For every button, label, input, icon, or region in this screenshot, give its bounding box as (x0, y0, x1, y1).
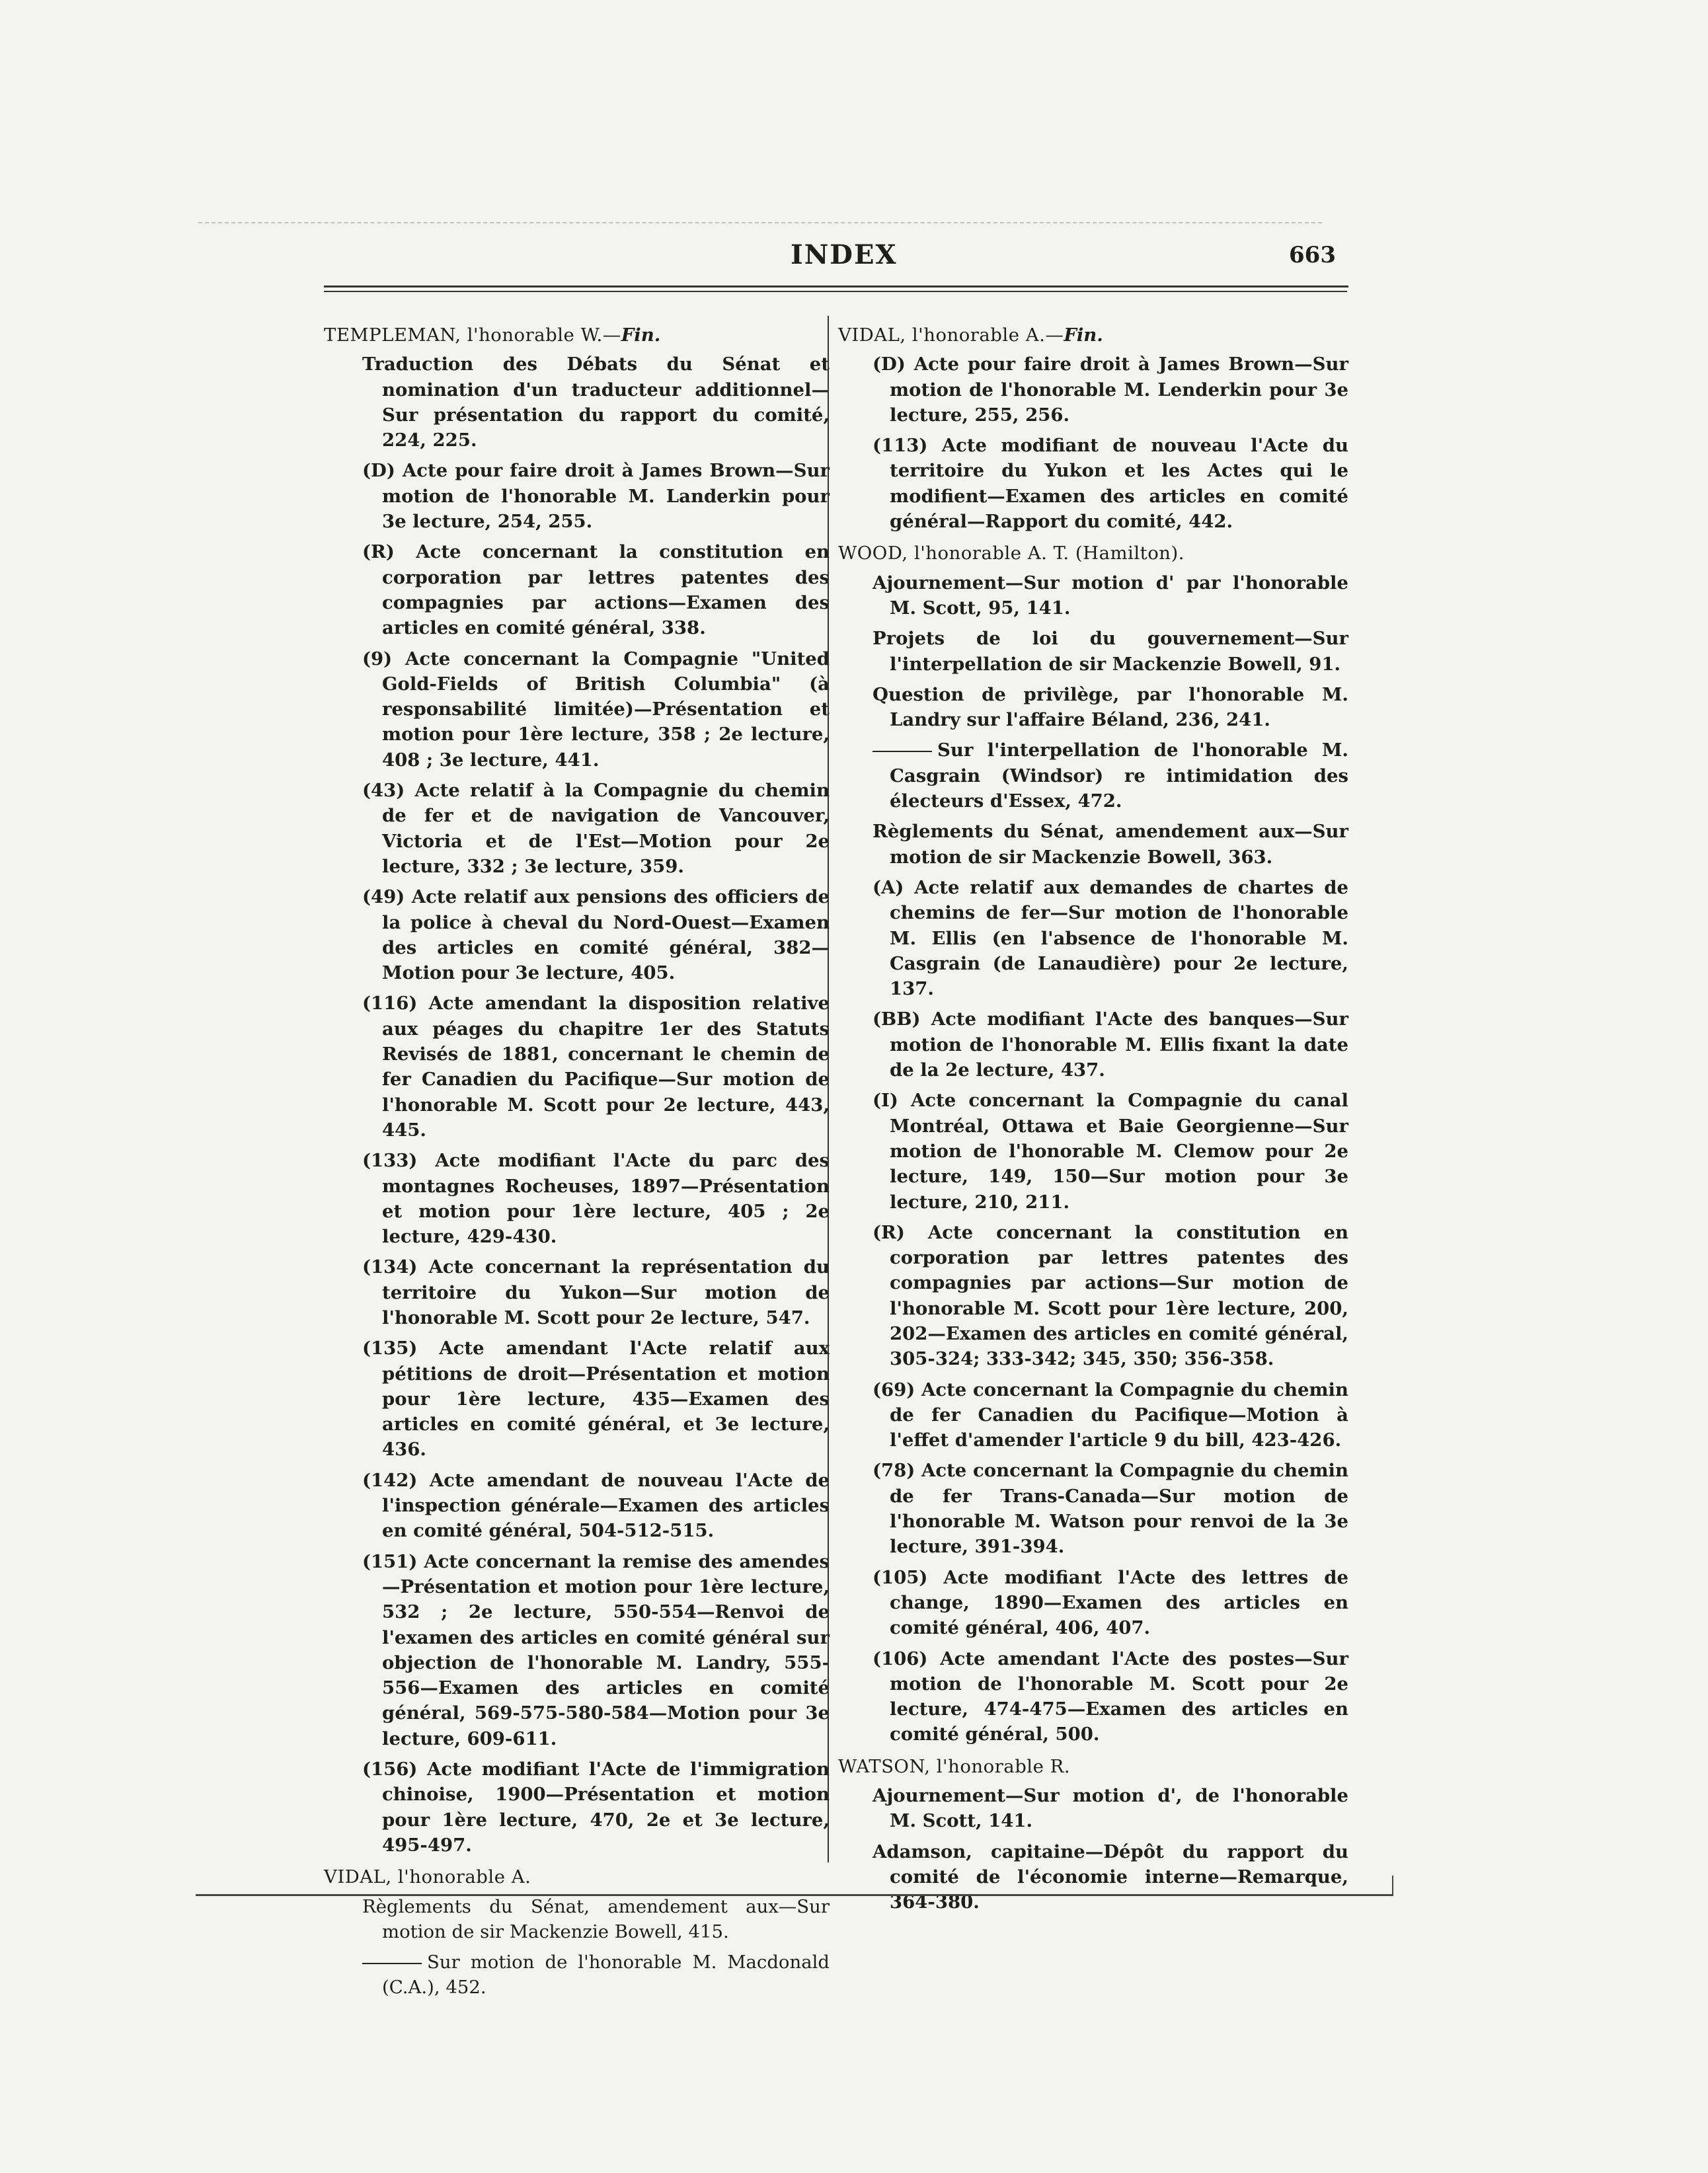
entry-item (324, 1549, 830, 1751)
entry-item-text: Sur l'interpellation de l'honorable M. Casgrain (Windsor) re intimidation des électeurs d'Essex, 472. (890, 740, 1348, 812)
header-double-rule (324, 286, 1348, 292)
entry-item-text: (69) Acte concernant la Compagnie du chemin de fer Canadien du Pacifique—Motion à l'effet d'amender l'article 9 du bill, 423-426. (873, 1379, 1348, 1451)
page-title: INDEX (791, 239, 898, 270)
entry-item (324, 1468, 830, 1544)
entry-item-text: (113) Acte modifiant de nouveau l'Acte du territoire du Yukon et les Actes qui le modifient—Examen des articles en comité général—Rapport du comité, 442. (873, 435, 1348, 533)
entry-item (838, 1007, 1348, 1083)
footer-rule-tick (1392, 1876, 1393, 1895)
entry-heading-name: WOOD, l'honorable A. T. (Hamilton). (838, 543, 1184, 564)
right-column (838, 316, 1348, 1922)
left-column (324, 316, 830, 2007)
entry-item (838, 570, 1348, 621)
entry-item (324, 1336, 830, 1462)
entry-item-text: (151) Acte concernant la remise des amendes—Présentation et motion pour 1ère lecture, 532 ; 2e lecture, 550-554—Renvoi de l'examen des articles en comité général sur objection de l'honorable M. Landry, 555-556—Examen des articles en comité général, 569-575-580-584—Motion pour 3e lecture, 609-611. (362, 1550, 830, 1749)
entry-item (324, 646, 830, 773)
entry-item-text: (49) Acte relatif aux pensions des officiers de la police à cheval du Nord-Ouest—Examen des articles en comité général, 382—Motion pour 3e lecture, 405. (362, 886, 830, 984)
entry-item-text: (105) Acte modifiant l'Acte des lettres de change, 1890—Examen des articles en comité général, 406, 407. (873, 1566, 1348, 1639)
entry-item-text: Sur motion de l'honorable M. Macdonald (C.A.), 452. (382, 1952, 830, 1999)
page-number: 663 (1289, 242, 1336, 268)
entry-heading-suffix: Fin. (621, 324, 661, 346)
column-divider (828, 316, 829, 1862)
entry-item-text: Question de privilège, par l'honorable M. Landry sur l'affaire Béland, 236, 241. (873, 683, 1348, 731)
entry-item (838, 738, 1348, 814)
entry-item (838, 682, 1348, 733)
entry-item-text: (78) Acte concernant la Compagnie du chemin de fer Trans-Canada—Sur motion de l'honorable M. Watson pour renvoi de la 3e lecture, 391-394. (873, 1460, 1348, 1558)
entry-item (324, 1254, 830, 1330)
entry-item-text: (116) Acte amendant la disposition relative aux péages du chapitre 1er des Statuts Revisés de 1881, concernant le chemin de fer Canadien du Pacifique—Sur motion de l'honorable M. Scott pour 2e lecture, 443, 445. (362, 993, 830, 1141)
entry-heading (838, 323, 1348, 348)
entry-item-text: (134) Acte concernant la représentation du territoire du Yukon—Sur motion de l'honorable M. Scott pour 2e lecture, 547. (362, 1256, 830, 1328)
entry-item-text: (R) Acte concernant la constitution en corporation par lettres patentes des compagnies par actions—Sur motion de l'honorable M. Scott pour 1ère lecture, 200, 202—Examen des articles en comité général, 305-324; 333-342; 345, 350; 356-358. (873, 1221, 1348, 1370)
entry-item (324, 352, 830, 453)
entry-item-text: Traduction des Débats du Sénat et nomination d'un traducteur additionnel—Sur présentation du rapport du comité, 224, 225. (362, 354, 830, 451)
entry-item (324, 539, 830, 640)
entry-item (324, 1757, 830, 1858)
entry-heading-name: TEMPLEMAN, l'honorable W.— (324, 324, 621, 346)
entry-item-text: (106) Acte amendant l'Acte des postes—Sur motion de l'honorable M. Scott pour 2e lecture, 474-475—Examen des articles en comité général, 500. (873, 1648, 1348, 1745)
entry-item-text: Ajournement—Sur motion d', de l'honorable M. Scott, 141. (873, 1785, 1348, 1832)
entry-heading-name: VIDAL, l'honorable A. (324, 1866, 531, 1888)
entry-item-text: (I) Acte concernant la Compagnie du canal Montréal, Ottawa et Baie Georgienne—Sur motion de l'honorable M. Clemow pour 2e lecture, 149, 150—Sur motion pour 3e lecture, 210, 211. (873, 1090, 1348, 1213)
entry-item (324, 991, 830, 1143)
entry-item (324, 458, 830, 534)
entry-item-text: (A) Acte relatif aux demandes de chartes de chemins de fer—Sur motion de l'honorable M. Ellis (en l'absence de l'honorable M. Casgrain (de Lanaudière) pour 2e lecture, 137. (873, 876, 1348, 1000)
entry-heading (838, 1754, 1348, 1779)
entry-item-text: (142) Acte amendant de nouveau l'Acte de l'inspection générale—Examen des articles en comité général, 504-512-515. (362, 1469, 830, 1542)
entry-heading-suffix: Fin. (1064, 324, 1103, 346)
entry-item-text: (D) Acte pour faire droit à James Brown—Sur motion de l'honorable M. Lenderkin pour 3e lecture, 255, 256. (873, 354, 1348, 426)
entry-item-text: (D) Acte pour faire droit à James Brown—Sur motion de l'honorable M. Landerkin pour 3e lecture, 254, 255. (362, 460, 830, 533)
entry-item (838, 1377, 1348, 1453)
entry-item (838, 1646, 1348, 1747)
entry-heading (324, 323, 830, 348)
entry-heading-name: VIDAL, l'honorable A.— (838, 324, 1064, 346)
ditto-dash (362, 1963, 422, 1964)
entry-item (838, 626, 1348, 677)
entry-item (838, 1839, 1348, 1915)
entry-item (838, 1088, 1348, 1214)
entry-item (838, 875, 1348, 1001)
entry-item-text: (133) Acte modifiant l'Acte du parc des montagnes Rocheuses, 1897—Présentation et motion pour 1ère lecture, 405 ; 2e lecture, 429-430. (362, 1150, 830, 1248)
entry-item (324, 1148, 830, 1249)
entry-heading (324, 1864, 830, 1889)
page-header (0, 239, 1708, 279)
index-entry (838, 323, 1348, 534)
index-entry (838, 541, 1348, 1747)
footer-rule (196, 1894, 1393, 1896)
index-entry (324, 323, 830, 1858)
entry-item (838, 1458, 1348, 1559)
entry-item-text: Adamson, capitaine—Dépôt du rapport du comité de l'économie interne—Remarque, 364-380. (873, 1841, 1348, 1913)
entry-item (838, 433, 1348, 534)
entry-item (838, 819, 1348, 870)
entry-heading-name: WATSON, l'honorable R. (838, 1755, 1071, 1777)
ditto-dash (873, 751, 932, 752)
entry-item-text: Règlements du Sénat, amendement aux—Sur motion de sir Mackenzie Bowell, 415. (362, 1895, 830, 1942)
entry-heading (838, 541, 1348, 566)
entry-item-text: (43) Acte relatif à la Compagnie du chemin de fer et de navigation de Vancouver, Victoria et de l'Est—Motion pour 2e lecture, 332 ; 3e lecture, 359. (362, 780, 830, 877)
entry-item-text: (R) Acte concernant la constitution en corporation par lettres patentes des compagnies par actions—Examen des articles en comité général, 338. (362, 541, 830, 639)
top-dashed-rule (198, 222, 1322, 223)
entry-item-text: Projets de loi du gouvernement—Sur l'interpellation de sir Mackenzie Bowell, 91. (873, 628, 1348, 675)
entry-item (324, 1950, 830, 2001)
entry-item (324, 884, 830, 985)
entry-item (838, 1783, 1348, 1834)
entry-item-text: (135) Acte amendant l'Acte relatif aux pétitions de droit—Présentation et motion pour 1ère lecture, 435—Examen des articles en comité général, et 3e lecture, 436. (362, 1338, 830, 1461)
index-entry (324, 1864, 830, 2000)
entry-item (324, 1894, 830, 1945)
entry-item-text: (BB) Acte modifiant l'Acte des banques—Sur motion de l'honorable M. Ellis fixant la date de la 2e lecture, 437. (873, 1009, 1348, 1081)
entry-item-text: Règlements du Sénat, amendement aux—Sur motion de sir Mackenzie Bowell, 363. (873, 821, 1348, 868)
entry-item-text: (156) Acte modifiant l'Acte de l'immigration chinoise, 1900—Présentation et motion pour 1ère lecture, 470, 2e et 3e lecture, 495-497. (362, 1759, 830, 1856)
entry-item-text: (9) Acte concernant la Compagnie "United Gold-Fields of British Columbia" (à responsabilité limitée)—Présentation et motion pour 1ère lecture, 358 ; 2e lecture, 408 ; 3e lecture, 441. (362, 648, 830, 771)
entry-item (324, 778, 830, 879)
index-entry (838, 1754, 1348, 1915)
entry-item (838, 352, 1348, 428)
entry-item (838, 1220, 1348, 1372)
entry-item (838, 1565, 1348, 1641)
entry-item-text: Ajournement—Sur motion d' par l'honorable M. Scott, 95, 141. (873, 572, 1348, 619)
